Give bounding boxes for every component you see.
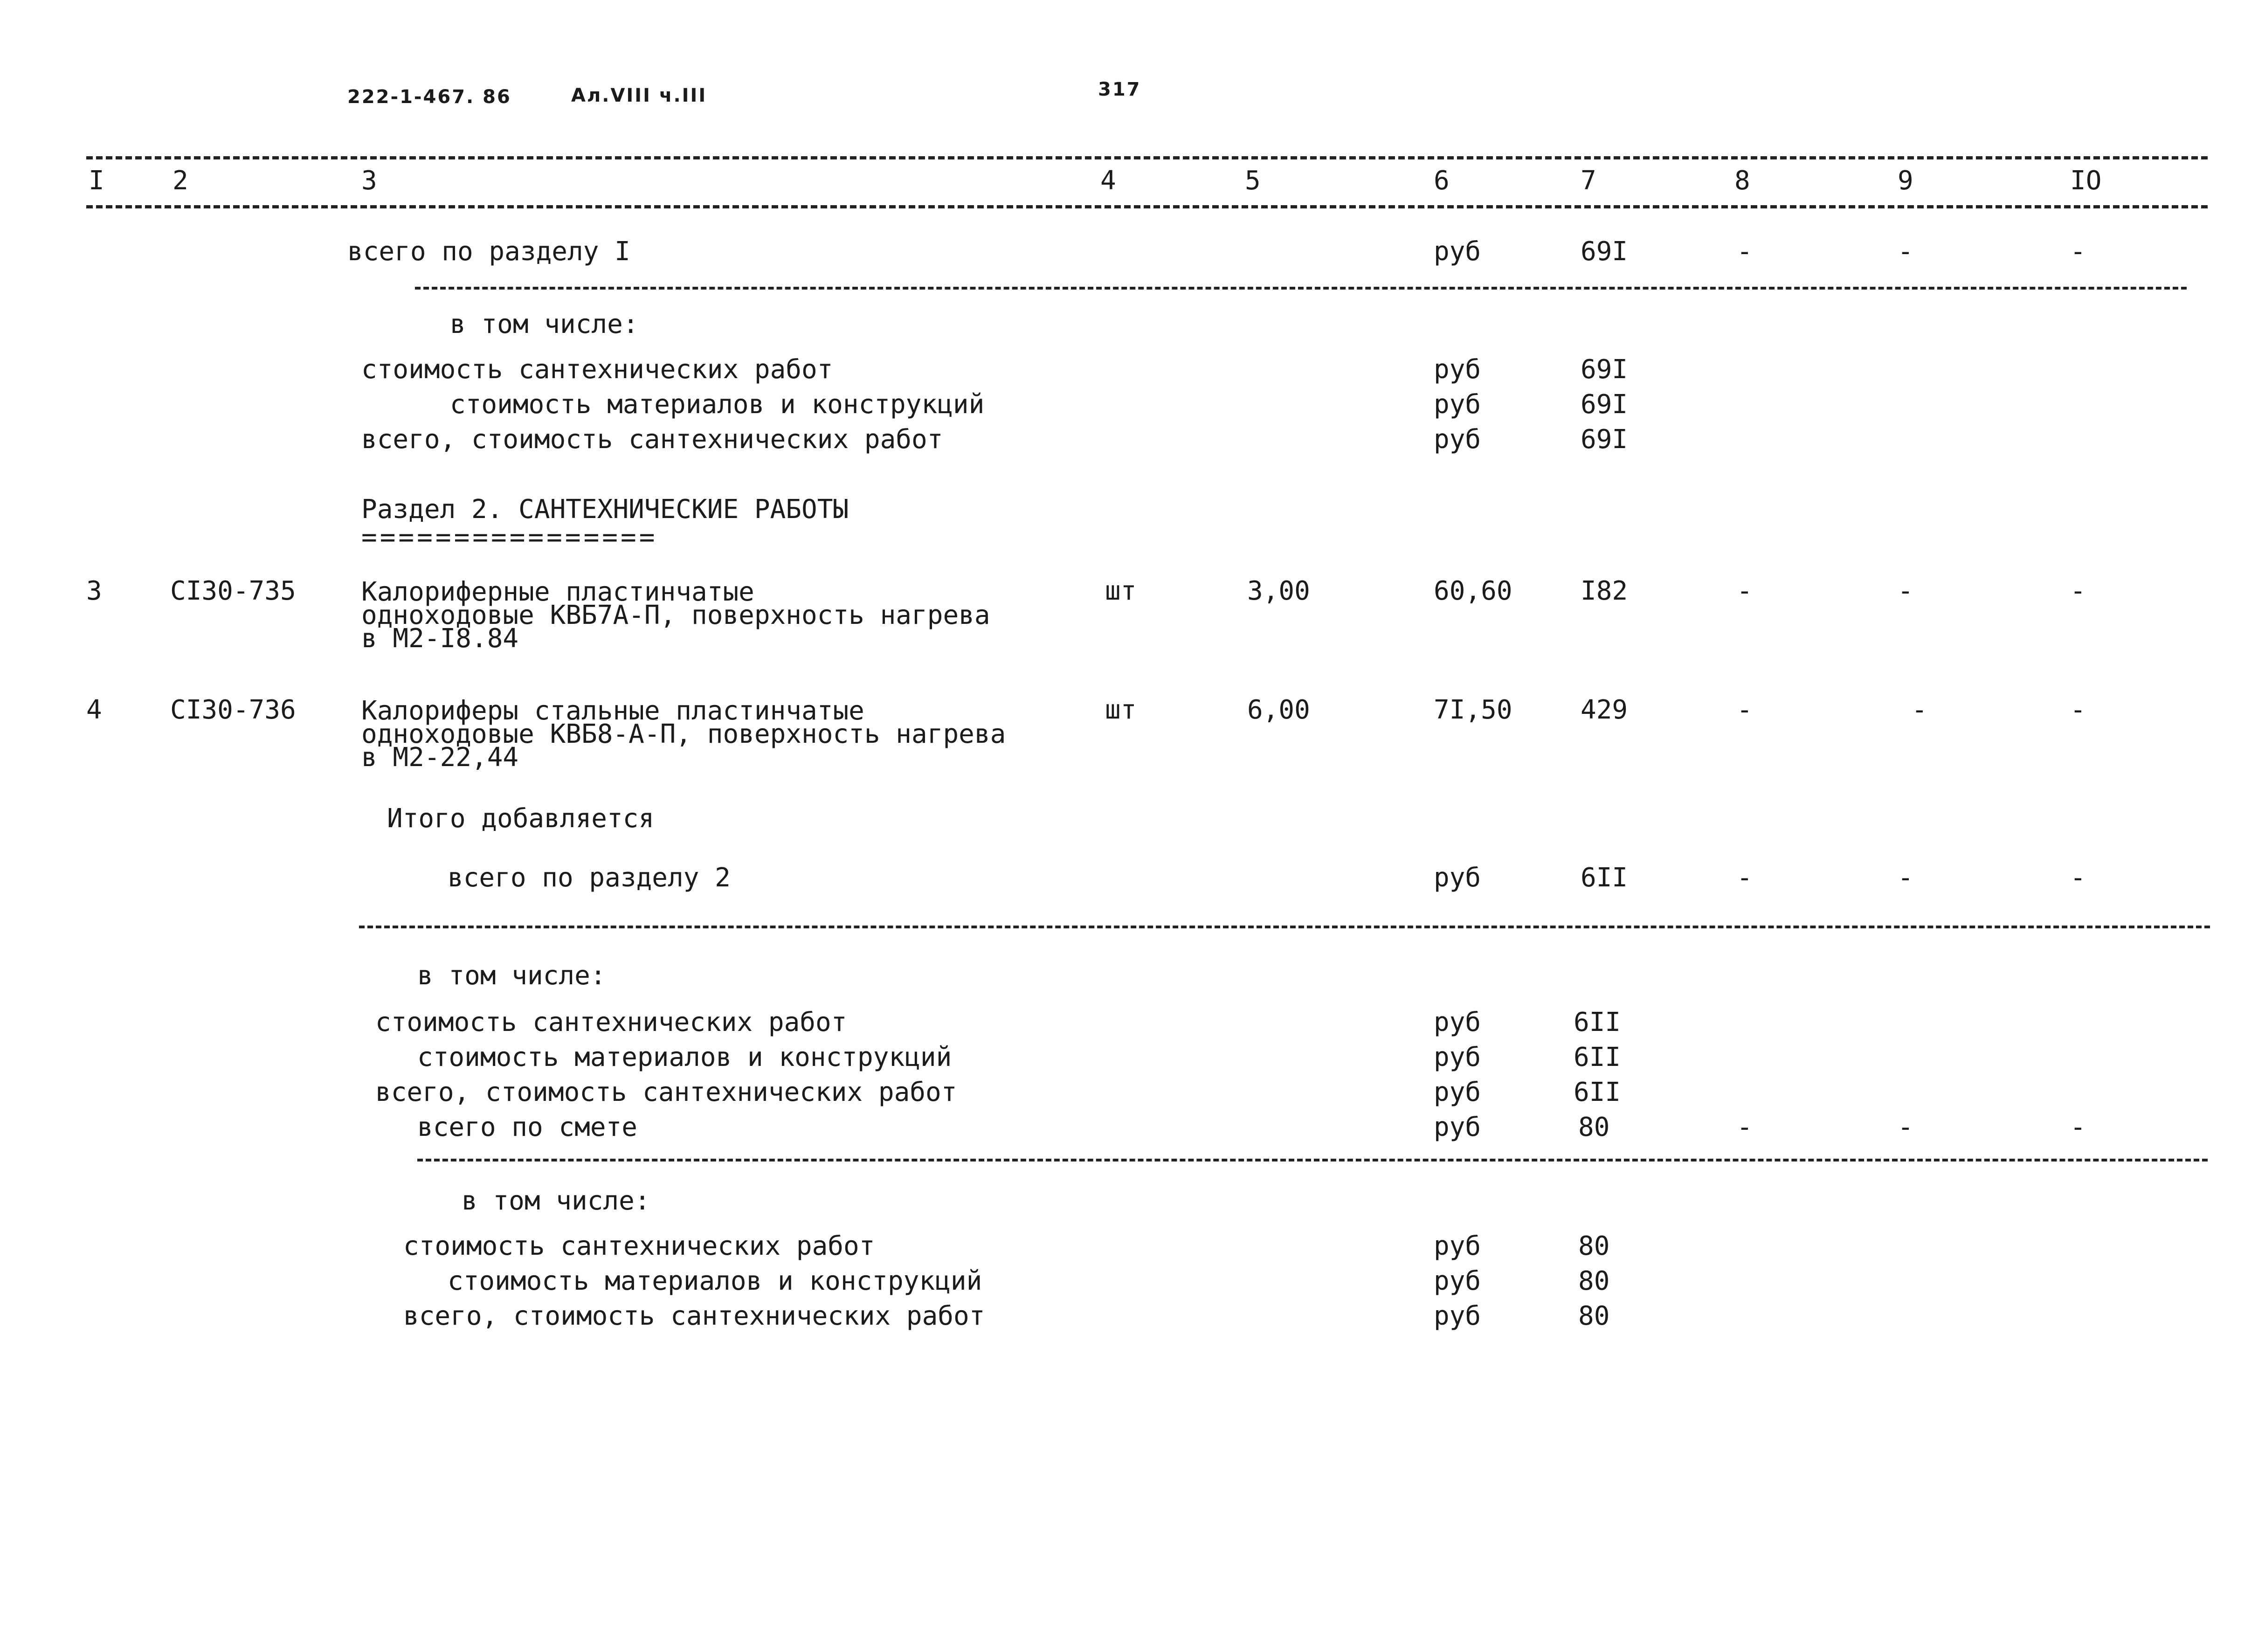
row-code: CI30-736 — [170, 695, 296, 725]
row-quantity: 6,00 — [1247, 695, 1310, 725]
header-bottom-rule — [86, 205, 2208, 208]
estimate-total-value: 80 — [1578, 1112, 1610, 1142]
breakdown-item-value: 80 — [1578, 1231, 1610, 1261]
column-header-3: 3 — [361, 166, 377, 196]
breakdown-item-value: 80 — [1578, 1266, 1610, 1296]
estimate-including-label: в том числе: — [462, 1186, 650, 1216]
row-price: 60,60 — [1434, 576, 1512, 606]
breakdown-item-value: 69I — [1581, 354, 1628, 385]
column-header-8: 8 — [1734, 166, 1750, 196]
section2-total-col9: - — [1898, 863, 1913, 893]
breakdown-item-value: 6II — [1574, 1077, 1621, 1107]
row-number: 3 — [86, 576, 102, 606]
breakdown-item-unit: руб — [1434, 1042, 1481, 1072]
breakdown-item-label: всего, стоимость сантехнических работ — [403, 1301, 985, 1331]
section2-total-col8: - — [1737, 863, 1753, 893]
breakdown-item-value: 6II — [1574, 1042, 1621, 1072]
document-code: 222-1-467. 86 — [347, 86, 511, 108]
row-col10: - — [2070, 695, 2086, 725]
column-header-1: I — [89, 166, 104, 196]
column-header-9: 9 — [1898, 166, 1913, 196]
row-col8: - — [1737, 695, 1753, 725]
breakdown-item-value: 80 — [1578, 1301, 1610, 1331]
row-quantity: 3,00 — [1247, 576, 1310, 606]
breakdown-item-unit: руб — [1434, 389, 1481, 420]
estimate-total-col10: - — [2070, 1112, 2086, 1142]
breakdown-item-label: стоимость сантехнических работ — [361, 354, 833, 385]
section2-total-label: всего по разделу 2 — [448, 863, 731, 893]
section2-title-underline: ================ — [361, 522, 658, 553]
section1-including-label: в том числе: — [450, 309, 639, 339]
breakdown-item-unit: руб — [1434, 1077, 1481, 1107]
estimate-total-rule — [417, 1159, 2208, 1161]
breakdown-item-unit: руб — [1434, 1301, 1481, 1331]
row-col9: - — [1912, 695, 1927, 725]
column-header-10: IO — [2070, 166, 2102, 196]
column-header-2: 2 — [173, 166, 188, 196]
column-header-5: 5 — [1245, 166, 1261, 196]
breakdown-item-label: стоимость материалов и конструкций — [448, 1266, 982, 1296]
section1-total-unit: руб — [1434, 236, 1481, 267]
album-reference: Ал.VIII ч.III — [571, 85, 707, 106]
header-top-rule — [86, 156, 2208, 159]
section2-subtotal-label: Итого добавляется — [387, 803, 655, 834]
page-number: 317 — [1098, 79, 1141, 100]
breakdown-item-value: 69I — [1581, 389, 1628, 420]
row-description: Калориферные пластинчатые одноходовые КВБ7А-П, поверхность нагрева в М2-I8.84 — [361, 577, 990, 654]
section2-title: Раздел 2. САНТЕХНИЧЕСКИЕ РАБОТЫ — [361, 494, 849, 525]
estimate-total-label: всего по смете — [417, 1112, 638, 1142]
section1-total-col9: - — [1898, 236, 1913, 267]
section1-total-label: всего по разделу I — [347, 236, 630, 267]
breakdown-item-value: 69I — [1581, 424, 1628, 455]
row-unit: шт — [1105, 576, 1137, 606]
breakdown-item-unit: руб — [1434, 1007, 1481, 1037]
estimate-total-col9: - — [1898, 1112, 1913, 1142]
breakdown-item-unit: руб — [1434, 354, 1481, 385]
section1-total-value: 69I — [1581, 236, 1628, 267]
row-col9: - — [1898, 576, 1913, 606]
row-unit: шт — [1105, 695, 1137, 725]
breakdown-item-unit: руб — [1434, 1266, 1481, 1296]
breakdown-item-label: всего, стоимость сантехнических работ — [361, 424, 943, 455]
section2-including-label: в том числе: — [417, 961, 606, 991]
row-description: Калориферы стальные пластинчатые одноходовые КВБ8-А-П, поверхность нагрева в М2-22,44 — [361, 696, 1006, 773]
breakdown-item-label: стоимость сантехнических работ — [375, 1007, 847, 1037]
row-col10: - — [2070, 576, 2086, 606]
row-col8: - — [1737, 576, 1753, 606]
column-header-7: 7 — [1581, 166, 1596, 196]
breakdown-item-unit: руб — [1434, 1231, 1481, 1261]
section2-total-rule — [359, 926, 2210, 928]
section2-total-unit: руб — [1434, 863, 1481, 893]
estimate-total-col8: - — [1737, 1112, 1753, 1142]
section2-total-value: 6II — [1581, 863, 1628, 893]
breakdown-item-label: стоимость материалов и конструкций — [450, 389, 985, 420]
row-total: 429 — [1581, 695, 1628, 725]
section2-total-col10: - — [2070, 863, 2086, 893]
column-header-6: 6 — [1434, 166, 1450, 196]
estimate-total-unit: руб — [1434, 1112, 1481, 1142]
section1-total-rule — [415, 287, 2187, 290]
row-number: 4 — [86, 695, 102, 725]
column-header-4: 4 — [1100, 166, 1116, 196]
row-code: CI30-735 — [170, 576, 296, 606]
breakdown-item-label: всего, стоимость сантехнических работ — [375, 1077, 957, 1107]
breakdown-item-unit: руб — [1434, 424, 1481, 455]
breakdown-item-label: стоимость сантехнических работ — [403, 1231, 875, 1261]
breakdown-item-label: стоимость материалов и конструкций — [417, 1042, 952, 1072]
breakdown-item-value: 6II — [1574, 1007, 1621, 1037]
section1-total-col8: - — [1737, 236, 1753, 267]
row-price: 7I,50 — [1434, 695, 1512, 725]
section1-total-col10: - — [2070, 236, 2086, 267]
row-total: I82 — [1581, 576, 1628, 606]
